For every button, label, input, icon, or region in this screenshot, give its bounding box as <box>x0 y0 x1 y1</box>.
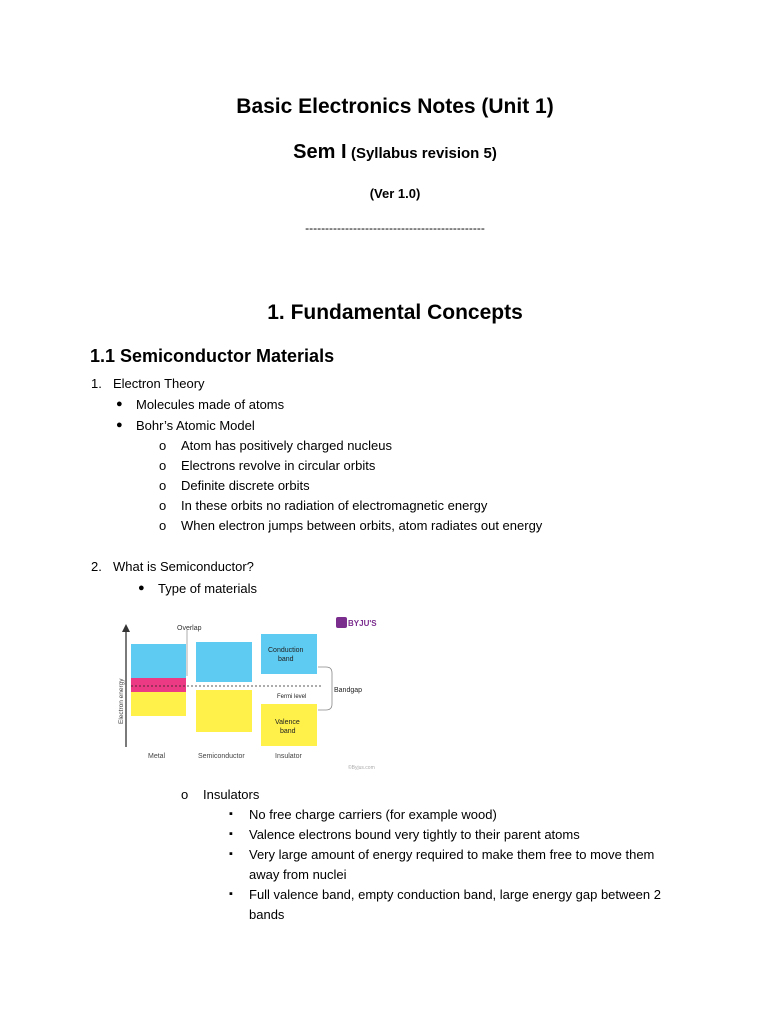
version-label: (Ver 1.0) <box>369 186 421 201</box>
list-number: 2. <box>91 559 102 574</box>
list-item-title: Electron Theory <box>113 376 205 391</box>
sub-item: Atom has positively charged nucleus <box>181 438 393 453</box>
valence-band-label: Valence <box>275 719 300 726</box>
bullet-marker: ● <box>138 582 145 594</box>
valence-band-label-2: band <box>280 728 296 735</box>
semester-main: Sem I <box>293 141 347 163</box>
square-bullet: ▪ <box>229 808 233 820</box>
y-axis-label: Electron energy <box>118 678 125 724</box>
semiconductor-label: Semiconductor <box>198 753 245 760</box>
bullet-marker: ● <box>116 419 123 431</box>
square-bullet: ▪ <box>229 848 233 860</box>
metal-label: Metal <box>148 753 166 760</box>
insulator-point: Full valence band, empty conduction band, large energy gap between 2 <box>249 887 661 902</box>
bandgap-label: Bandgap <box>334 687 363 694</box>
insulator-point-continued: away from nuclei <box>249 867 347 882</box>
sub-item: Electrons revolve in circular orbits <box>181 458 376 473</box>
byjus-logo-mark <box>336 617 347 628</box>
insulator-label: Insulator <box>275 753 302 760</box>
watermark: ©Byjus.com <box>348 765 375 771</box>
square-bullet: ▪ <box>229 888 233 900</box>
insulators-heading: Insulators <box>203 787 260 802</box>
conduction-band-label: Conduction <box>268 647 304 654</box>
section-heading: 1. Fundamental Concepts <box>267 301 523 324</box>
byjus-logo-text: BYJU'S <box>348 619 377 628</box>
subsection-heading: 1.1 Semiconductor Materials <box>90 346 335 366</box>
list-number: 1. <box>91 376 102 391</box>
sub-marker: o <box>181 787 189 802</box>
sub-marker: o <box>159 518 167 533</box>
sub-marker: o <box>159 498 167 513</box>
sub-marker: o <box>159 458 167 473</box>
overlap-label: Overlap <box>177 625 202 632</box>
list-item-title: What is Semiconductor? <box>113 559 254 574</box>
insulator-point: Valence electrons bound very tightly to their parent atoms <box>249 827 580 842</box>
bandgap-bracket <box>318 667 332 710</box>
metal-overlap-band <box>131 678 186 692</box>
sub-item: Definite discrete orbits <box>181 478 310 493</box>
y-axis-arrow <box>122 624 130 632</box>
bullet-item: Bohr’s Atomic Model <box>136 418 255 433</box>
sub-marker: o <box>159 478 167 493</box>
conduction-band-label-2: band <box>278 656 294 663</box>
metal-conduction-band <box>131 644 186 679</box>
bullet-marker: ● <box>116 398 123 410</box>
sub-item: In these orbits no radiation of electromagnetic energy <box>181 498 488 513</box>
document-title: Basic Electronics Notes (Unit 1) <box>236 95 554 118</box>
insulator-conduction-band <box>261 634 317 674</box>
square-bullet: ▪ <box>229 828 233 840</box>
semester-line <box>0 141 768 164</box>
insulator-point-continued: bands <box>249 907 285 922</box>
insulator-point: No free charge carriers (for example wood) <box>249 807 497 822</box>
separator-line: --------------------------------------------- <box>305 221 485 235</box>
syllabus-revision: (Syllabus revision 5) <box>350 145 497 162</box>
band-diagram-figure <box>118 612 388 772</box>
bullet-item: Type of materials <box>158 581 257 596</box>
semiconductor-valence-band <box>196 690 252 732</box>
insulator-point: Very large amount of energy required to make them free to move them <box>249 847 655 862</box>
sub-item: When electron jumps between orbits, atom radiates out energy <box>181 518 543 533</box>
semiconductor-conduction-band <box>196 642 252 682</box>
bullet-item: Molecules made of atoms <box>136 397 285 412</box>
fermi-level-label: Fermi level <box>277 694 307 700</box>
metal-valence-band <box>131 692 186 716</box>
sub-marker: o <box>159 438 167 453</box>
